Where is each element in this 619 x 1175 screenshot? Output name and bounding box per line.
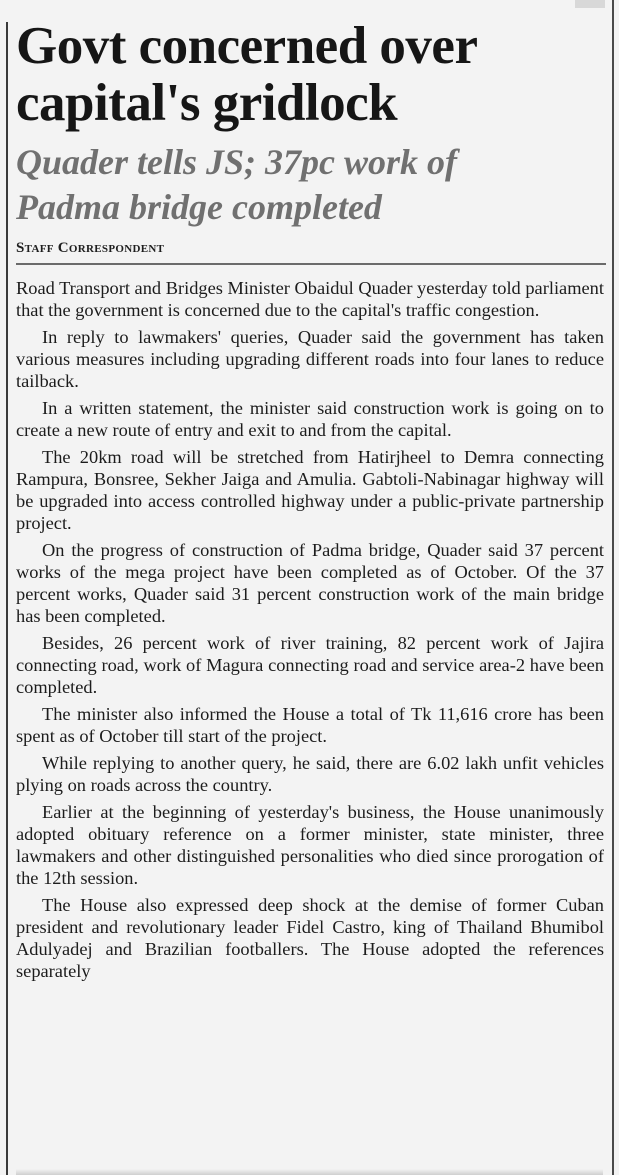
paragraph-4: The 20km road will be stretched from Hatirjheel to Demra connecting Rampura, Bonsree, Sekher Jaiga and Amulia. Gabtoli-Nabinagar highway will be upgraded into access controlled highway under a public-private partnership project. <box>16 447 604 533</box>
news-article <box>16 18 606 987</box>
paragraph-3: In a written statement, the minister said construction work is going on to create a new route of entry and exit to and from the capital. <box>16 398 604 440</box>
headline <box>16 18 606 132</box>
subheadline <box>16 140 606 230</box>
page-bottom-edge <box>16 1169 603 1175</box>
headline-line-2: capital's gridlock <box>16 74 398 132</box>
subheadline-line-1: Quader tells JS; 37pc work of <box>16 142 457 182</box>
paragraph-5: On the progress of construction of Padma bridge, Quader said 37 percent works of the mega project have been completed as of October. Of the 37 percent works, Quader said 31 percent construction work of the main bridge has been completed. <box>16 540 604 626</box>
column-rule-right <box>612 0 614 1175</box>
scan-edge-mark <box>575 0 605 8</box>
paragraph-1: Road Transport and Bridges Minister Obaidul Quader yesterday told parliament that the government is concerned due to the capital's traffic congestion. <box>16 278 604 320</box>
headline-line-1: Govt concerned over <box>16 17 478 75</box>
subheadline-line-2: Padma bridge completed <box>16 187 382 227</box>
paragraph-8: While replying to another query, he said, there are 6.02 lakh unfit vehicles plying on roads across the country. <box>16 753 604 795</box>
paragraph-2: In reply to lawmakers' queries, Quader said the government has taken various measures including upgrading different roads into four lanes to reduce tailback. <box>16 327 604 391</box>
paragraph-7: The minister also informed the House a total of Tk 11,616 crore has been spent as of October till start of the project. <box>16 704 604 746</box>
paragraph-9: Earlier at the beginning of yesterday's business, the House unanimously adopted obituary reference on a former minister, state minister, three lawmakers and other distinguished personalities who died since prorogation of the 12th session. <box>16 802 604 888</box>
paragraph-10: The House also expressed deep shock at the demise of former Cuban president and revolutionary leader Fidel Castro, king of Thailand Bhumibol Adulyadej and Brazilian footballers. The House adopted the references separately <box>16 895 604 981</box>
byline: Staff Correspondent <box>16 240 165 256</box>
paragraph-6: Besides, 26 percent work of river training, 82 percent work of Jajira connecting road, work of Magura connecting road and service area-2 have been completed. <box>16 633 604 697</box>
column-rule-left <box>6 22 8 1175</box>
article-body <box>16 277 604 982</box>
byline-divider <box>16 263 606 265</box>
